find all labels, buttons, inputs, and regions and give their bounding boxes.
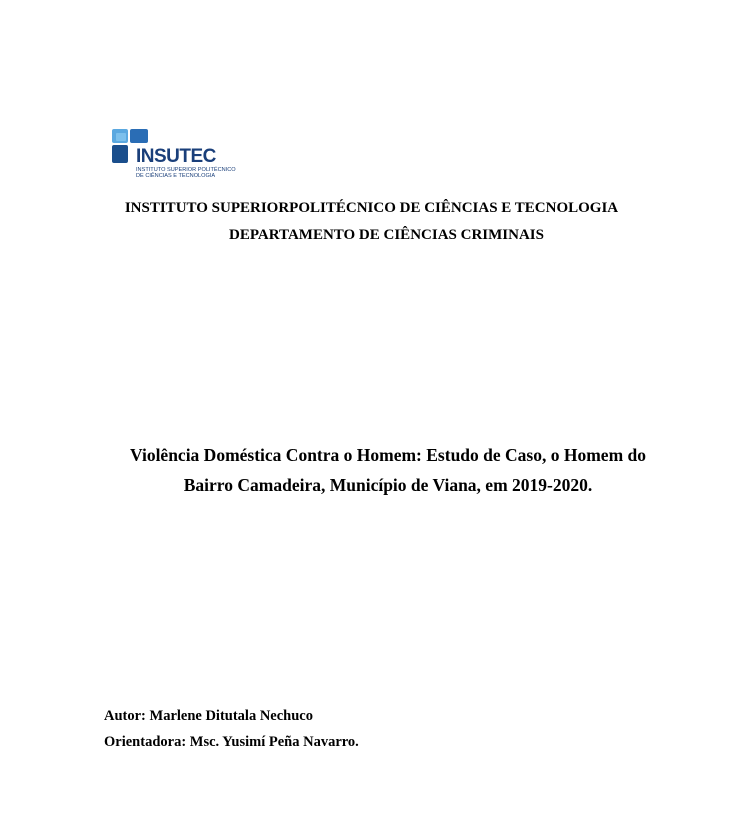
department-name: DEPARTAMENTO DE CIÊNCIAS CRIMINAIS bbox=[229, 227, 544, 243]
logo-subtitle bbox=[136, 167, 236, 179]
title-line-1: Violência Doméstica Contra o Homem: Estudo de Caso, o Homem do bbox=[129, 445, 647, 465]
institution-name: INSTITUTO SUPERIORPOLITÉCNICO DE CIÊNCIAS E TECNOLOGIA bbox=[124, 200, 619, 216]
title-line-2: Bairro Camadeira, Município de Viana, em 2019-2020. bbox=[183, 475, 593, 495]
logo-subtitle-line1: INSTITUTO SUPERIOR POLITÉCNICO bbox=[136, 167, 236, 173]
logo-wordmark: INSUTEC bbox=[136, 146, 216, 167]
author-line: Autor: Marlene Ditutala Nechuco bbox=[104, 708, 313, 724]
logo-subtitle-line2: DE CIÊNCIAS E TECNOLOGIA bbox=[136, 173, 216, 179]
insutec-logo bbox=[110, 127, 240, 182]
advisor-line: Orientadora: Msc. Yusimí Peña Navarro. bbox=[104, 734, 359, 750]
document-title bbox=[100, 440, 676, 500]
